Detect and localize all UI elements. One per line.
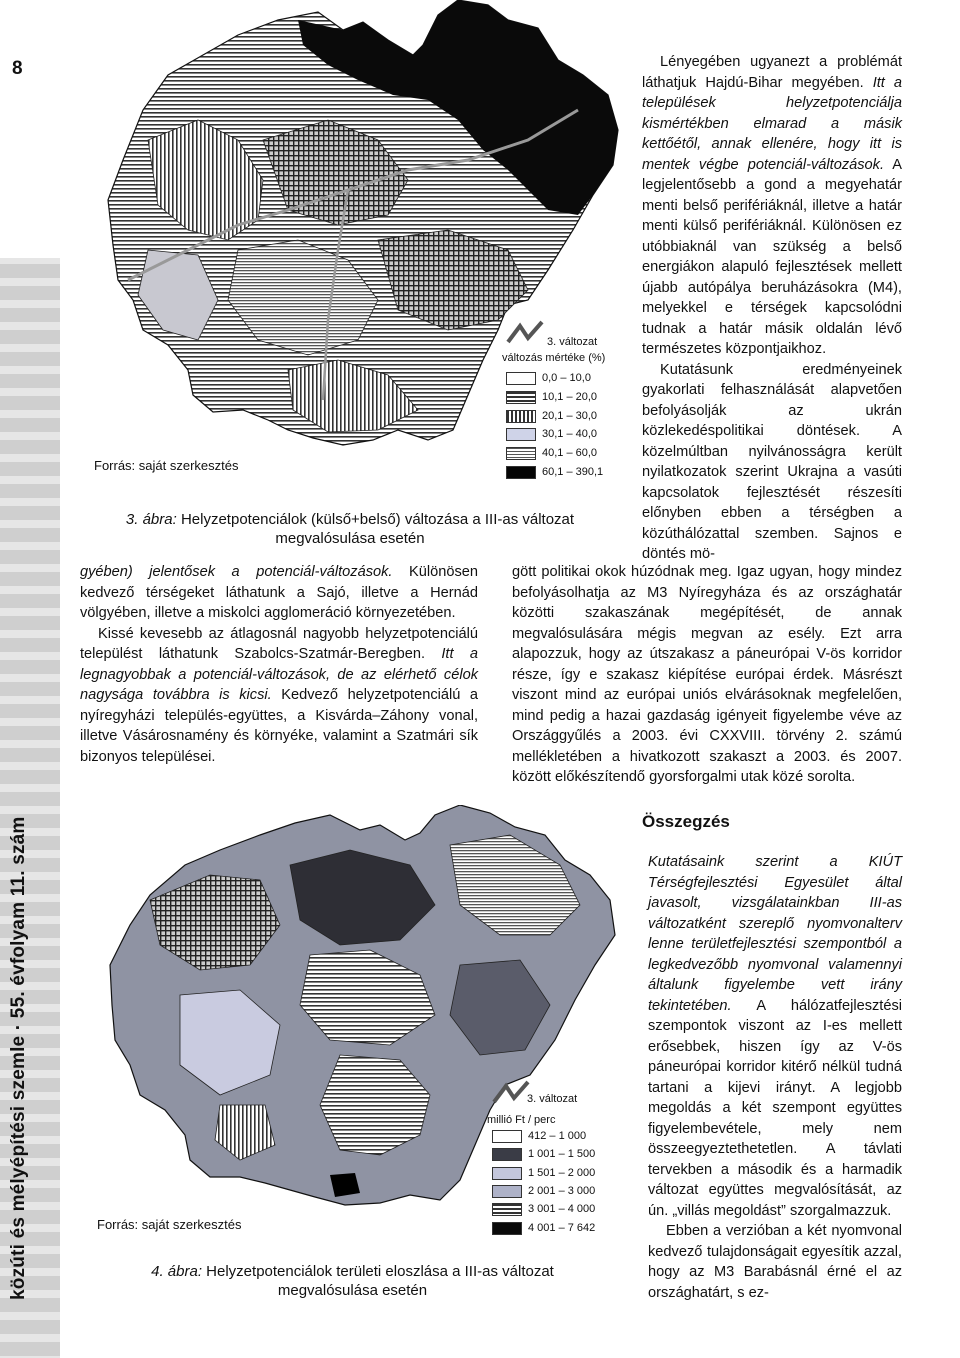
figure3-legend — [500, 320, 630, 480]
figure4-legend-title: 3. változat — [527, 1093, 578, 1105]
right-p3-rest: A hálózatfejlesztési szempontok viszont az I-es mellett erősebbek, hiszen így az V-ös páneurópai korridor kitérő nélkül tudná tartani a kijevi irányt. A legjobb megoldás a két szempont együttes figyelembevétele, mely nem összeegyeztethetetlen. A távlati tervekben a második és a harmadik változat együttes megvalósítását, az ún. „villás megoldást” szorgalmazzuk. — [648, 997, 902, 1219]
left-p2-end: Kedvező helyzetpotenciálú a nyíregyházi település-együttes, a Kisvárda–Záhony vonal, illetve Vásárosnamény és környéke, valamint a Szatmári sík bizonyos települései. — [80, 687, 478, 765]
figure4-legend-item: 1 501 – 2 000 — [492, 1166, 595, 1180]
right-p2: Kutatásunk eredményeinek gyakorlati felhasználását alapvetően befolyásolják az ukrán közlekedéspolitikai döntések. A közelmúltban nyilvánosságra került nyilatkozatok szerint Ukrajna a vasúti kapcsolatok fejlesztését részesíti előnyben ebben a térségben a közúthálózattal szemben. Sajnos e döntés mö- — [642, 361, 902, 562]
figure4-caption-text: Helyzetpotenciálok területi eloszlása a III-as változat megvalósulása esetén — [206, 1263, 554, 1299]
figure4-legend-subtitle: millió Ft / perc — [487, 1114, 556, 1126]
figure4-caption — [100, 1262, 605, 1300]
figure3-legend-item: 40,1 – 60,0 — [506, 446, 597, 460]
right-p4: Ebben a verzióban a két nyomvonal kedvező tulajdonságait egyesítik azzal, hogy az M3 Barabásnál érné el az országhatárt, s ez- — [648, 1223, 902, 1301]
figure4-region-h — [330, 1173, 360, 1197]
figure4-legend-item: 412 – 1 000 — [492, 1129, 586, 1143]
figure3-legend-title: 3. változat — [547, 336, 598, 348]
left-text-column — [80, 562, 478, 767]
summary-heading: Összegzés — [642, 812, 730, 831]
figure3-legend-item: 0,0 – 10,0 — [506, 371, 591, 385]
left-p1-italic: gyében) jelentősek a potenciál-változások. — [80, 564, 393, 580]
figure4-source: Forrás: saját szerkesztés — [97, 1217, 242, 1232]
figure3-legend-item: 60,1 – 390,1 — [506, 465, 603, 479]
figure4-caption-label: 4. ábra: — [151, 1263, 202, 1280]
left-p2-start: Kissé kevesebb az átlagosnál nagyobb helyzetpotenciálú települést láthatunk Szabolcs-Szatmár-Beregben. — [80, 625, 478, 662]
figure4-legend-item: 2 001 – 3 000 — [492, 1184, 595, 1198]
figure3-legend-zigzag-icon — [506, 320, 546, 346]
figure4-legend — [480, 1080, 615, 1238]
figure3-legend-item: 30,1 – 40,0 — [506, 427, 597, 441]
figure3-legend-item: 20,1 – 30,0 — [506, 409, 597, 423]
left-p2-italic: Itt a legnagyobbak a potenciál-változások, de az elérhető célok nagysága továbbra is kicsi. — [80, 646, 479, 703]
figure3-caption-text: Helyzetpotenciálok (külső+belső) változása a III-as változat megvalósulása esetén — [180, 511, 575, 547]
figure4-legend-item: 4 001 – 7 642 — [492, 1221, 595, 1235]
figure4-legend-item: 3 001 – 4 000 — [492, 1202, 595, 1216]
left-p1-rest: Különösen kedvező térségeket láthatunk a Sajó, illetve a Hernád völgyében, illetve a miskolci agglomeráció környezetében. — [80, 564, 478, 621]
right-p1-start: Lényegében ugyanezt a problémát láthatjuk Hajdú-Bihar megyében. — [642, 54, 902, 91]
page-number: 8 — [12, 58, 23, 79]
figure4-legend-zigzag-icon — [492, 1080, 530, 1106]
figure3-caption — [80, 510, 620, 548]
page-number-box — [0, 0, 60, 258]
figure4-legend-item: 1 001 – 1 500 — [492, 1147, 595, 1161]
figure3-source: Forrás: saját szerkesztés — [94, 458, 239, 473]
right-p3-italic: Kutatásaink szerint a KIÚT Térségfejlesztési Egyesület által javasolt, vizsgálatainkban III-as változatként szereplő nyomvonalterv lenne területfejlesztési szempontból a legkedvezőbb nyomvonal valamennyi általunk figyelembe vett irány tekintetében. — [648, 854, 902, 1014]
journal-spine-title: közúti és mélyépítési szemle · 55. évfolyam 11. szám — [8, 816, 29, 1300]
figure3-legend-subtitle: változás mértéke (%) — [502, 352, 606, 364]
right-text-column-top — [642, 52, 902, 565]
figure3-legend-item: 10,1 – 20,0 — [506, 390, 597, 404]
right-p1-italic: Itt a települések helyzetpotenciálja kismértékben elmarad a másik kettőétől, annak ellenére, hogy itt is mentek végbe potenciál-változások. — [642, 74, 902, 173]
right-p1-end: A legjelentősebb a gond a megyehatár menti belső perifériáknál, illetve a határ menti külső perifériáknál. Különösen ez utóbbiaknál van szükség a belső energiákon alapuló fejlesztések mellett újabb autópálya beruházásokra (M4), melyekkel e térségek kapcsolódni tudnak a határ másik oldalán lévő természetes központjaikhoz. — [642, 156, 902, 357]
right-text-column-bottom — [648, 852, 902, 1303]
right-text-wide: gött politikai okok húzódnak meg. Igaz ugyan, hogy mindez befolyásolhatja az M3 Nyíregyháza és az országhatár közötti szakaszának megépítését, de annak megvalósulására mégis megvan az esély. Ezt arra alapozzuk, hogy az útszakasz a páneurópai V-ös korridor része, így e szakasz kiépítése európai érdek. Másrészt viszont mind az európai uniós elvárásoknak megfelelően, mind pedig a hazai gazdaság igényeit figyelembe véve az Országgyűlés a 2003. évi CXXVIII. törvény 2. számú mellékletében a hivatkozott szakaszt a 2003. és 2007. között előkészítendő gyorsforgalmi utak közé sorolta. — [512, 564, 902, 785]
figure3-caption-label: 3. ábra: — [125, 511, 177, 528]
